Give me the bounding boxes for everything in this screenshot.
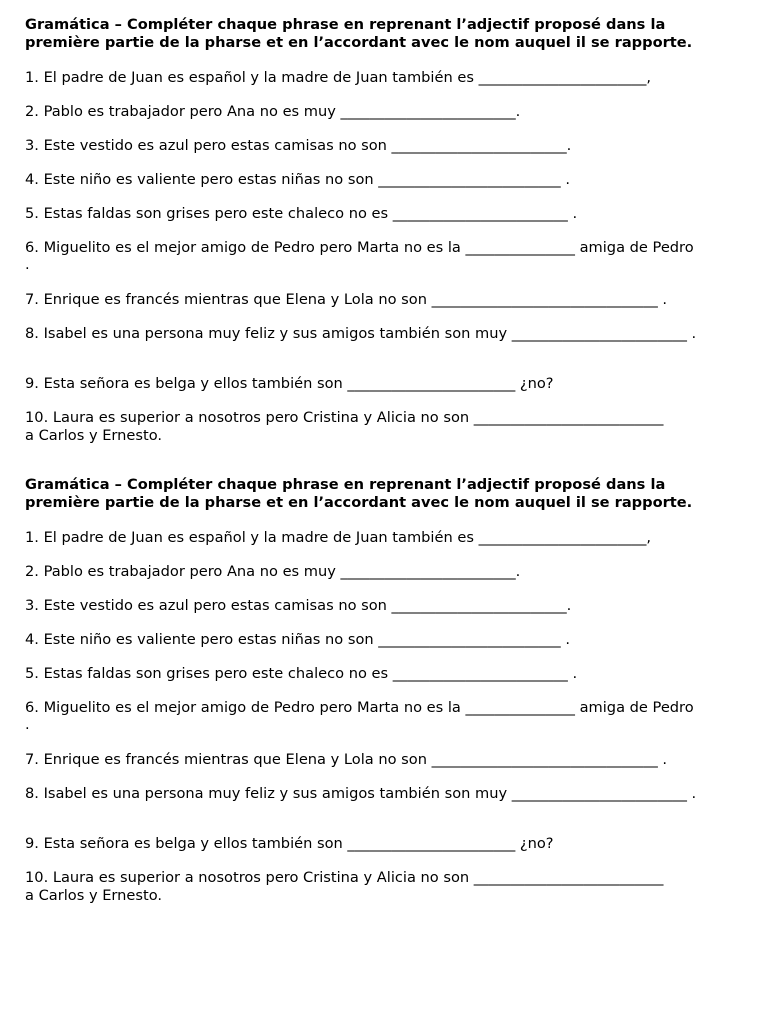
- exercise-item-8: 8. Isabel es una persona muy feliz y sus amigos también son muy ________________________ .: [25, 325, 697, 342]
- exercise-item-5: 5. Estas faldas son grises pero este chaleco no es ________________________ .: [25, 205, 578, 222]
- exercise-item-7: 7. Enrique es francés mientras que Elena y Lola no son _______________________________ .: [25, 291, 668, 308]
- exercise-item-5: 5. Estas faldas son grises pero este chaleco no es ________________________ .: [25, 665, 578, 682]
- exercise-item-1: 1. El padre de Juan es español y la madre de Juan también es _______________________,: [25, 69, 652, 86]
- exercise-item-10-continuation: a Carlos y Ernesto.: [25, 427, 163, 444]
- exercise-item-6: 6. Miguelito es el mejor amigo de Pedro pero Marta no es la _______________ amiga de Pedro: [25, 239, 694, 256]
- exercise-item-6-continuation: .: [25, 716, 30, 733]
- exercise-item-9: 9. Esta señora es belga y ellos también son _______________________ ¿no?: [25, 375, 554, 392]
- title-line-2: première partie de la pharse et en l’accordant avec le nom auquel il se rapporte.: [25, 34, 693, 51]
- exercise-item-4: 4. Este niño es valiente pero estas niñas no son _________________________ .: [25, 171, 570, 188]
- title-line-1: Gramática – Compléter chaque phrase en reprenant l’adjectif proposé dans la: [25, 476, 666, 493]
- exercise-item-8: 8. Isabel es una persona muy feliz y sus amigos también son muy ________________________ .: [25, 785, 697, 802]
- worksheet-title: [25, 476, 750, 512]
- exercise-item-2: 2. Pablo es trabajador pero Ana no es muy ________________________.: [25, 563, 521, 580]
- exercise-item-3: 3. Este vestido es azul pero estas camisas no son ________________________.: [25, 597, 572, 614]
- exercise-item-4: 4. Este niño es valiente pero estas niñas no son _________________________ .: [25, 631, 570, 648]
- exercise-item-10: 10. Laura es superior a nosotros pero Cristina y Alicia no son __________________________: [25, 409, 664, 426]
- worksheet-2: [25, 476, 750, 904]
- exercise-item-3: 3. Este vestido es azul pero estas camisas no son ________________________.: [25, 137, 572, 154]
- exercise-item-6-continuation: .: [25, 256, 30, 273]
- exercise-item-10-continuation: a Carlos y Ernesto.: [25, 887, 163, 904]
- exercise-item-2: 2. Pablo es trabajador pero Ana no es muy ________________________.: [25, 103, 521, 120]
- title-line-1: Gramática – Compléter chaque phrase en reprenant l’adjectif proposé dans la: [25, 16, 666, 33]
- exercise-item-6: 6. Miguelito es el mejor amigo de Pedro pero Marta no es la _______________ amiga de Pedro: [25, 699, 694, 716]
- title-line-2: première partie de la pharse et en l’accordant avec le nom auquel il se rapporte.: [25, 494, 693, 511]
- exercise-item-10: 10. Laura es superior a nosotros pero Cristina y Alicia no son __________________________: [25, 869, 664, 886]
- worksheet-title: [25, 16, 750, 52]
- exercise-item-7: 7. Enrique es francés mientras que Elena y Lola no son _______________________________ .: [25, 751, 668, 768]
- worksheet-1: [25, 16, 750, 444]
- exercise-item-9: 9. Esta señora es belga y ellos también son _______________________ ¿no?: [25, 835, 554, 852]
- exercise-item-1: 1. El padre de Juan es español y la madre de Juan también es _______________________,: [25, 529, 652, 546]
